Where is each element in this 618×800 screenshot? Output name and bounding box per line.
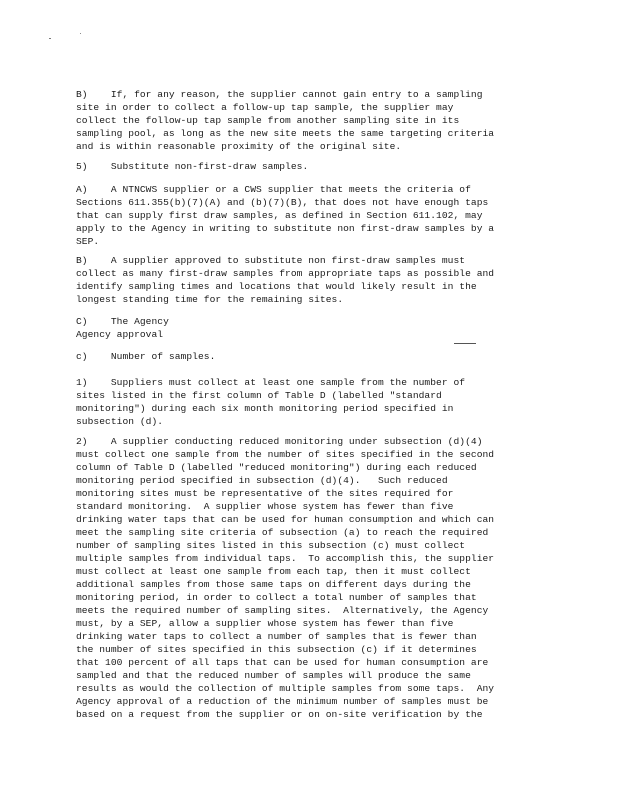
- text-line: Agency approval of a reduction of the minimum number of samples must be: [76, 696, 489, 707]
- text-line: A) A NTNCWS supplier or a CWS supplier that meets the criteria of: [76, 184, 471, 195]
- text-line: that can supply first draw samples, as defined in Section 611.102, may: [76, 210, 483, 221]
- text-line: sampling pool, as long as the new site meets the same targeting criteria: [76, 128, 495, 139]
- text-line: must, by a SEP, allow a supplier whose system has fewer than five: [76, 618, 454, 629]
- text-line: meets the required number of sampling sites. Alternatively, the Agency: [76, 605, 489, 616]
- text-line: Sections 611.355(b)(7)(A) and (b)(7)(B), that does not have enough taps: [76, 197, 489, 208]
- text-line: based on a request from the supplier or on on-site verification by the: [76, 709, 483, 720]
- text-line: monitoring sites must be representative of the sites required for: [76, 488, 454, 499]
- text-line: and is within reasonable proximity of the original site.: [76, 141, 402, 152]
- text-line: must collect at least one sample from each tap, then it must collect: [76, 566, 471, 577]
- text-line: drinking water taps that can be used for human consumption and which can: [76, 514, 495, 525]
- paragraph-2: [76, 435, 546, 721]
- paragraph-1: [76, 376, 546, 428]
- text-line: apply to the Agency in writing to substitute non first-draw samples by a: [76, 223, 495, 234]
- text-line: SEP.: [76, 236, 100, 247]
- text-line: additional samples from those same taps on different days during the: [76, 579, 471, 590]
- text-line: subsection (d).: [76, 416, 164, 427]
- text-line: C) The Agency: [76, 316, 169, 327]
- text-line: site in order to collect a follow-up tap sample, the supplier may: [76, 102, 454, 113]
- paragraph-b2: [76, 254, 546, 306]
- text-line: c) Number of samples.: [76, 351, 216, 362]
- paragraph-a: [76, 183, 546, 248]
- text-line: 5) Substitute non-first-draw samples.: [76, 161, 309, 172]
- text-line: column of Table D (labelled "reduced monitoring") during each reduced: [76, 462, 477, 473]
- text-line: 2) A supplier conducting reduced monitoring under subsection (d)(4): [76, 436, 483, 447]
- scan-speck: [49, 38, 51, 39]
- text-line: multiple samples from individual taps. To accomplish this, the supplier: [76, 553, 495, 564]
- text-line: results as would the collection of multiple samples from some taps. Any: [76, 683, 495, 694]
- text-line: B) If, for any reason, the supplier cannot gain entry to a sampling: [76, 89, 483, 100]
- text-line: Agency approval: [76, 329, 164, 340]
- scan-speck: [80, 33, 81, 34]
- paragraph-b: [76, 88, 546, 153]
- scan-mark: [454, 343, 476, 344]
- paragraph-c-agency: [76, 315, 546, 341]
- text-line: sampled and that the reduced number of samples will produce the same: [76, 670, 471, 681]
- text-line: must collect one sample from the number of sites specified in the second: [76, 449, 495, 460]
- text-line: sites listed in the first column of Table D (labelled "standard: [76, 390, 442, 401]
- text-line: collect as many first-draw samples from appropriate taps as possible and: [76, 268, 495, 279]
- text-line: monitoring") during each six month monitoring period specified in: [76, 403, 454, 414]
- text-line: standard monitoring. A supplier whose system has fewer than five: [76, 501, 454, 512]
- text-line: monitoring period, in order to collect a total number of samples that: [76, 592, 477, 603]
- text-line: that 100 percent of all taps that can be used for human consumption are: [76, 657, 489, 668]
- text-line: monitoring period specified in subsection (d)(4). Such reduced: [76, 475, 448, 486]
- paragraph-5: [76, 160, 546, 173]
- text-line: longest standing time for the remaining sites.: [76, 294, 344, 305]
- text-line: the number of sites specified in this subsection (c) if it determines: [76, 644, 477, 655]
- text-line: collect the follow-up tap sample from another sampling site in its: [76, 115, 460, 126]
- text-line: B) A supplier approved to substitute non first-draw samples must: [76, 255, 466, 266]
- text-line: 1) Suppliers must collect at least one sample from the number of: [76, 377, 466, 388]
- text-line: meet the sampling site criteria of subsection (a) to reach the required: [76, 527, 489, 538]
- paragraph-c: [76, 350, 546, 363]
- text-line: identify sampling times and locations that would likely result in the: [76, 281, 477, 292]
- text-line: number of sampling sites listed in this subsection (c) must collect: [76, 540, 466, 551]
- text-line: drinking water taps to collect a number of samples that is fewer than: [76, 631, 477, 642]
